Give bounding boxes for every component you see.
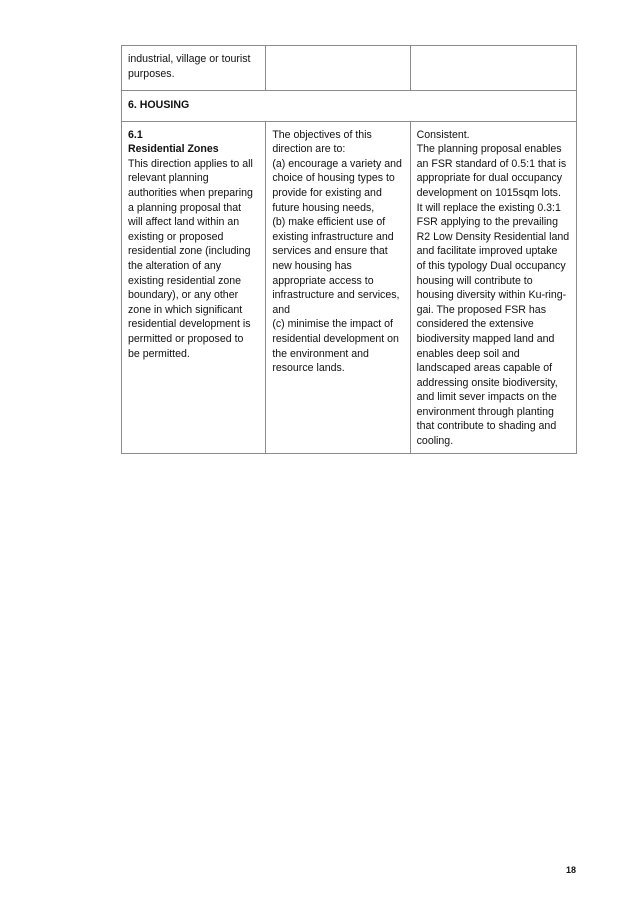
text-line: environment through planting bbox=[416, 405, 554, 418]
text-line: an FSR standard of 0.5:1 that is bbox=[416, 157, 567, 170]
text-line: residential development on bbox=[272, 332, 399, 345]
text-line: It will replace the existing 0.3:1 bbox=[416, 201, 561, 214]
text-line: authorities when preparing bbox=[128, 186, 253, 199]
text-line: of this typology Dual occupancy bbox=[416, 259, 566, 272]
text-line: enables deep soil and bbox=[416, 347, 520, 360]
table-row-direction-6-1 bbox=[122, 121, 577, 453]
text-line: boundary), or any other bbox=[128, 289, 239, 302]
text-line: housing will contribute to bbox=[416, 274, 533, 287]
text-line: (b) make efficient use of bbox=[272, 216, 386, 229]
text-line: services and ensure that bbox=[272, 245, 388, 258]
text-line: housing diversity within Ku-ring- bbox=[416, 289, 567, 302]
text-line: biodiversity mapped land and bbox=[416, 332, 555, 345]
direction-number: 6.1 bbox=[128, 128, 143, 141]
direction-title: Residential Zones bbox=[128, 143, 219, 156]
text-line: the alteration of any bbox=[128, 259, 222, 272]
text-line: appropriate for dual occupancy bbox=[416, 172, 563, 185]
text-line: addressing onsite biodiversity, bbox=[416, 376, 558, 389]
text-line: be permitted. bbox=[128, 347, 190, 360]
text-line: residential development is bbox=[128, 318, 251, 331]
text-line: infrastructure and services, bbox=[272, 289, 400, 302]
text-line: appropriate access to bbox=[272, 274, 374, 287]
text-line: R2 Low Density Residential land bbox=[416, 230, 570, 243]
continued-cell-direction bbox=[122, 46, 266, 91]
text-line: (c) minimise the impact of bbox=[272, 318, 393, 331]
table-row-section-heading bbox=[122, 91, 577, 122]
text-line: choice of housing types to bbox=[272, 172, 395, 185]
direction-cell bbox=[122, 121, 266, 453]
text-line: resource lands. bbox=[272, 362, 345, 375]
text-line: new housing has bbox=[272, 259, 352, 272]
text-line: purposes. bbox=[128, 67, 175, 80]
text-line: The objectives of this bbox=[272, 128, 372, 141]
continued-cell-objectives bbox=[266, 46, 410, 91]
text-line: and facilitate improved uptake bbox=[416, 245, 558, 258]
text-line: existing residential zone bbox=[128, 274, 242, 287]
text-line: and bbox=[272, 303, 290, 316]
text-line: a planning proposal that bbox=[128, 201, 242, 214]
table-row-continued bbox=[122, 46, 577, 91]
text-line: The planning proposal enables bbox=[416, 143, 562, 156]
continued-cell-consistency bbox=[410, 46, 576, 91]
text-line: existing infrastructure and bbox=[272, 230, 394, 243]
text-line: development on 1015sqm lots. bbox=[416, 186, 561, 199]
text-line: that contribute to shading and bbox=[416, 420, 557, 433]
text-line: the environment and bbox=[272, 347, 369, 360]
section-heading: 6. HOUSING bbox=[122, 91, 577, 122]
text-line: future housing needs, bbox=[272, 201, 375, 214]
text-line: cooling. bbox=[416, 435, 454, 448]
text-line: This direction applies to all bbox=[128, 157, 253, 170]
text-line: zone in which significant bbox=[128, 303, 243, 316]
text-line: direction are to: bbox=[272, 143, 346, 156]
text-line: landscaped areas capable of bbox=[416, 362, 553, 375]
text-line: considered the extensive bbox=[416, 318, 534, 331]
text-line: Consistent. bbox=[416, 128, 470, 141]
text-line: and limit sever impacts on the bbox=[416, 391, 557, 404]
text-line: FSR applying to the prevailing bbox=[416, 216, 558, 229]
objectives-cell bbox=[266, 121, 410, 453]
text-line: industrial, village or tourist bbox=[128, 53, 251, 65]
consistency-table bbox=[121, 45, 577, 454]
text-line: relevant planning bbox=[128, 172, 209, 185]
text-line: permitted or proposed to bbox=[128, 332, 244, 345]
text-line: provide for existing and bbox=[272, 186, 382, 199]
text-line: existing or proposed bbox=[128, 230, 224, 243]
page-number: 18 bbox=[565, 865, 576, 875]
text-line: (a) encourage a variety and bbox=[272, 157, 402, 170]
text-line: gai. The proposed FSR has bbox=[416, 303, 546, 316]
text-line: will affect land within an bbox=[128, 216, 240, 229]
consistency-cell bbox=[410, 121, 576, 453]
text-line: residential zone (including bbox=[128, 245, 251, 258]
